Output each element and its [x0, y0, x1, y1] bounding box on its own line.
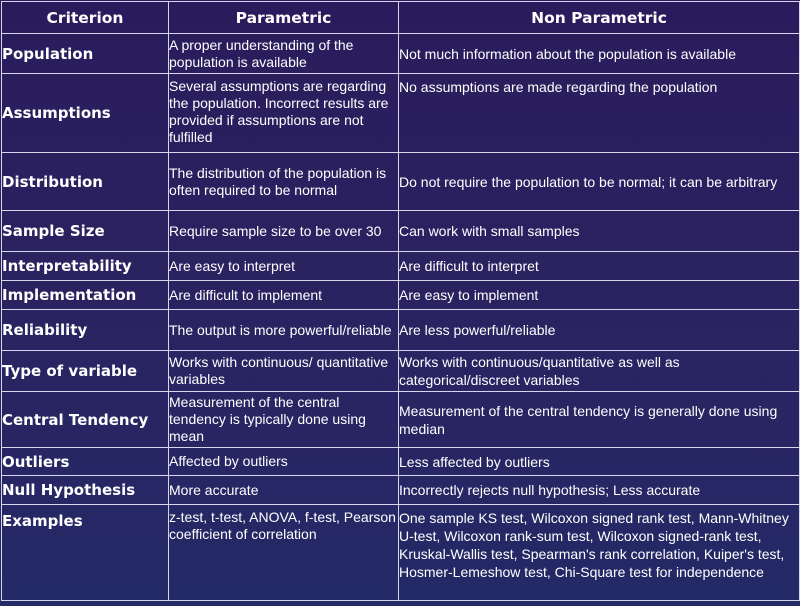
- table-row: [2, 392, 800, 448]
- criterion-cell: Reliability: [2, 310, 169, 351]
- table-body: [2, 34, 800, 601]
- parametric-cell: Are difficult to implement: [169, 281, 399, 310]
- criterion-cell: Population: [2, 34, 169, 74]
- table-row: [2, 74, 800, 153]
- parametric-cell: Measurement of the central tendency is typically done using mean: [169, 392, 399, 448]
- criterion-cell: Type of variable: [2, 351, 169, 392]
- header-parametric: Parametric: [169, 2, 399, 34]
- parametric-cell: A proper understanding of the population is available: [169, 34, 399, 74]
- parametric-cell: The distribution of the population is often required to be normal: [169, 153, 399, 211]
- non-parametric-cell: Measurement of the central tendency is generally done using median: [399, 392, 800, 448]
- non-parametric-cell: Are easy to implement: [399, 281, 800, 310]
- criterion-cell: Outliers: [2, 448, 169, 476]
- table-row: [2, 153, 800, 211]
- header-criterion: Criterion: [2, 2, 169, 34]
- table-row: [2, 310, 800, 351]
- non-parametric-cell: Incorrectly rejects null hypothesis; Less accurate: [399, 476, 800, 505]
- parametric-cell: Works with continuous/ quantitative variables: [169, 351, 399, 392]
- table-row: [2, 281, 800, 310]
- parametric-cell: Affected by outliers: [169, 448, 399, 476]
- comparison-table: [1, 1, 800, 601]
- parametric-cell: z-test, t-test, ANOVA, f-test, Pearson coefficient of correlation: [169, 505, 399, 601]
- parametric-cell: Require sample size to be over 30: [169, 211, 399, 252]
- criterion-cell: Examples: [2, 505, 169, 601]
- non-parametric-cell: Do not require the population to be normal; it can be arbitrary: [399, 153, 800, 211]
- table-row: [2, 505, 800, 601]
- non-parametric-cell: Are less powerful/reliable: [399, 310, 800, 351]
- criterion-label: Assumptions: [2, 104, 111, 122]
- criterion-cell: Central Tendency: [2, 392, 169, 448]
- criterion-cell: Null Hypothesis: [2, 476, 169, 505]
- parametric-cell: The output is more powerful/reliable: [169, 310, 399, 351]
- non-parametric-cell: Are difficult to interpret: [399, 252, 800, 281]
- table-row: [2, 476, 800, 505]
- criterion-cell: Interpretability: [2, 252, 169, 281]
- criterion-cell: [2, 74, 169, 153]
- criterion-cell: Implementation: [2, 281, 169, 310]
- criterion-cell: Sample Size: [2, 211, 169, 252]
- non-parametric-cell: Not much information about the population is available: [399, 34, 800, 74]
- table-row: [2, 351, 800, 392]
- non-parametric-cell: One sample KS test, Wilcoxon signed rank test, Mann-Whitney U-test, Wilcoxon rank-sum test, Wilcoxon signed-rank test, Kruskal-Wallis test, Spearman's rank correlation, Kuiper's test, Hosmer-Lemeshow test, Chi-Square test for independence: [399, 505, 800, 601]
- header-non-parametric: Non Parametric: [399, 2, 800, 34]
- non-parametric-cell: Works with continuous/quantitative as well as categorical/discreet variables: [399, 351, 800, 392]
- header-row: [2, 2, 800, 34]
- non-parametric-cell: Less affected by outliers: [399, 448, 800, 476]
- parametric-cell: Are easy to interpret: [169, 252, 399, 281]
- non-parametric-cell: No assumptions are made regarding the population: [399, 74, 800, 153]
- non-parametric-cell: Can work with small samples: [399, 211, 800, 252]
- table-row: [2, 34, 800, 74]
- parametric-cell: Several assumptions are regarding the population. Incorrect results are provided if assumptions are not fulfilled: [169, 74, 399, 153]
- criterion-cell: Distribution: [2, 153, 169, 211]
- table-header: [2, 2, 800, 34]
- table-row: [2, 448, 800, 476]
- parametric-cell: More accurate: [169, 476, 399, 505]
- table-row: [2, 211, 800, 252]
- table-row: [2, 252, 800, 281]
